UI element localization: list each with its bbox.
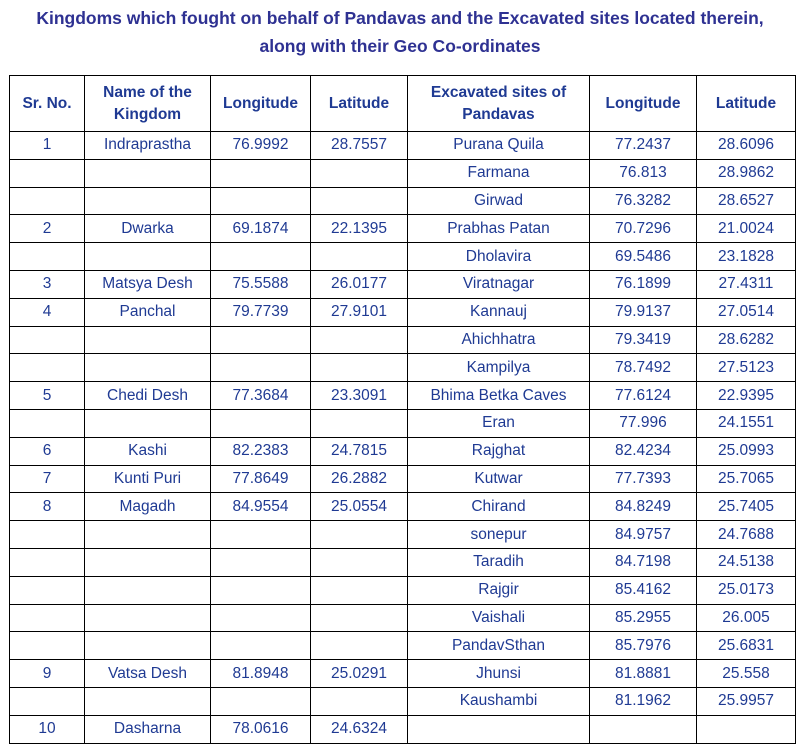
cell-sr-no: [10, 243, 85, 271]
header-kingdom-name: Name of the Kingdom: [85, 76, 211, 132]
cell-sr-no: 3: [10, 270, 85, 298]
cell-sr-no: [10, 576, 85, 604]
cell-sr-no: [10, 521, 85, 549]
table-row: [10, 687, 796, 715]
cell-kingdom-name: [85, 243, 211, 271]
cell-kingdom-latitude: 24.6324: [311, 715, 408, 743]
cell-sr-no: [10, 409, 85, 437]
cell-site-longitude: 85.2955: [590, 604, 697, 632]
cell-site-latitude: 21.0024: [697, 215, 796, 243]
cell-site-longitude: 77.6124: [590, 382, 697, 410]
cell-sr-no: 2: [10, 215, 85, 243]
cell-kingdom-longitude: [211, 604, 311, 632]
cell-kingdom-name: Dasharna: [85, 715, 211, 743]
cell-kingdom-longitude: [211, 243, 311, 271]
cell-kingdom-latitude: [311, 409, 408, 437]
cell-kingdom-latitude: 28.7557: [311, 132, 408, 160]
cell-site-longitude: 78.7492: [590, 354, 697, 382]
cell-excavated-site: Viratnagar: [408, 270, 590, 298]
cell-kingdom-name: Dwarka: [85, 215, 211, 243]
cell-kingdom-latitude: [311, 521, 408, 549]
table-row: [10, 298, 796, 326]
cell-kingdom-longitude: 76.9992: [211, 132, 311, 160]
cell-kingdom-name: [85, 576, 211, 604]
cell-kingdom-latitude: 25.0291: [311, 660, 408, 688]
cell-kingdom-name: [85, 326, 211, 354]
cell-kingdom-latitude: 26.0177: [311, 270, 408, 298]
cell-kingdom-name: [85, 548, 211, 576]
cell-site-latitude: 24.7688: [697, 521, 796, 549]
cell-site-longitude: 76.1899: [590, 270, 697, 298]
cell-site-latitude: 25.0993: [697, 437, 796, 465]
cell-kingdom-latitude: [311, 326, 408, 354]
cell-site-latitude: 27.0514: [697, 298, 796, 326]
kingdoms-table: [9, 75, 796, 744]
cell-kingdom-name: [85, 187, 211, 215]
cell-site-longitude: 79.3419: [590, 326, 697, 354]
title-line-2: along with their Geo Co-ordinates: [259, 36, 541, 56]
cell-site-latitude: 25.558: [697, 660, 796, 688]
cell-kingdom-name: Magadh: [85, 493, 211, 521]
cell-kingdom-longitude: [211, 187, 311, 215]
cell-site-latitude: 28.9862: [697, 159, 796, 187]
cell-site-latitude: 23.1828: [697, 243, 796, 271]
header-excavated-site: Excavated sites of Pandavas: [408, 76, 590, 132]
cell-site-latitude: 28.6096: [697, 132, 796, 160]
table-row: [10, 465, 796, 493]
cell-site-longitude: 69.5486: [590, 243, 697, 271]
cell-sr-no: 10: [10, 715, 85, 743]
cell-excavated-site: Girwad: [408, 187, 590, 215]
cell-kingdom-latitude: 26.2882: [311, 465, 408, 493]
cell-kingdom-longitude: 75.5588: [211, 270, 311, 298]
cell-site-longitude: 70.7296: [590, 215, 697, 243]
cell-kingdom-name: [85, 604, 211, 632]
cell-kingdom-name: Panchal: [85, 298, 211, 326]
cell-kingdom-name: [85, 521, 211, 549]
cell-sr-no: 9: [10, 660, 85, 688]
cell-kingdom-name: Kunti Puri: [85, 465, 211, 493]
cell-kingdom-longitude: [211, 576, 311, 604]
cell-kingdom-name: [85, 159, 211, 187]
table-row: [10, 632, 796, 660]
table-row: [10, 715, 796, 743]
cell-site-longitude: 85.4162: [590, 576, 697, 604]
cell-site-longitude: [590, 715, 697, 743]
header-sr-no: Sr. No.: [10, 76, 85, 132]
cell-site-latitude: 28.6282: [697, 326, 796, 354]
cell-site-latitude: 26.005: [697, 604, 796, 632]
cell-sr-no: [10, 548, 85, 576]
cell-site-latitude: 28.6527: [697, 187, 796, 215]
cell-site-longitude: 77.7393: [590, 465, 697, 493]
cell-site-latitude: 22.9395: [697, 382, 796, 410]
cell-site-longitude: 82.4234: [590, 437, 697, 465]
cell-kingdom-name: [85, 632, 211, 660]
cell-site-longitude: 79.9137: [590, 298, 697, 326]
cell-kingdom-latitude: 25.0554: [311, 493, 408, 521]
cell-kingdom-longitude: [211, 409, 311, 437]
cell-excavated-site: Eran: [408, 409, 590, 437]
cell-sr-no: [10, 354, 85, 382]
cell-kingdom-name: [85, 687, 211, 715]
table-row: [10, 326, 796, 354]
cell-kingdom-latitude: [311, 687, 408, 715]
cell-site-longitude: 81.1962: [590, 687, 697, 715]
cell-kingdom-longitude: [211, 521, 311, 549]
cell-excavated-site: [408, 715, 590, 743]
cell-excavated-site: Kannauj: [408, 298, 590, 326]
cell-kingdom-name: Chedi Desh: [85, 382, 211, 410]
table-row: [10, 132, 796, 160]
cell-kingdom-latitude: [311, 604, 408, 632]
cell-kingdom-longitude: 77.3684: [211, 382, 311, 410]
cell-excavated-site: Bhima Betka Caves: [408, 382, 590, 410]
cell-kingdom-name: Vatsa Desh: [85, 660, 211, 688]
cell-kingdom-name: Kashi: [85, 437, 211, 465]
cell-site-latitude: 25.7065: [697, 465, 796, 493]
cell-excavated-site: Rajghat: [408, 437, 590, 465]
cell-sr-no: [10, 187, 85, 215]
cell-kingdom-name: [85, 409, 211, 437]
cell-kingdom-longitude: 79.7739: [211, 298, 311, 326]
cell-kingdom-longitude: 78.0616: [211, 715, 311, 743]
cell-kingdom-latitude: 23.3091: [311, 382, 408, 410]
table-row: [10, 382, 796, 410]
table-row: [10, 159, 796, 187]
cell-sr-no: [10, 604, 85, 632]
table-row: [10, 243, 796, 271]
cell-kingdom-longitude: [211, 354, 311, 382]
cell-kingdom-latitude: [311, 576, 408, 604]
cell-kingdom-latitude: [311, 243, 408, 271]
cell-site-latitude: 27.4311: [697, 270, 796, 298]
header-kingdom-latitude: Latitude: [311, 76, 408, 132]
cell-site-longitude: 85.7976: [590, 632, 697, 660]
cell-sr-no: 7: [10, 465, 85, 493]
document-title: [0, 0, 800, 74]
cell-excavated-site: Kaushambi: [408, 687, 590, 715]
cell-excavated-site: Prabhas Patan: [408, 215, 590, 243]
cell-excavated-site: Purana Quila: [408, 132, 590, 160]
cell-kingdom-latitude: 24.7815: [311, 437, 408, 465]
cell-site-longitude: 77.2437: [590, 132, 697, 160]
table-row: [10, 187, 796, 215]
header-site-longitude: Longitude: [590, 76, 697, 132]
cell-sr-no: 4: [10, 298, 85, 326]
cell-site-latitude: 25.0173: [697, 576, 796, 604]
cell-excavated-site: Kampilya: [408, 354, 590, 382]
table-row: [10, 548, 796, 576]
cell-sr-no: [10, 632, 85, 660]
table-header-row: [10, 76, 796, 132]
table-row: [10, 521, 796, 549]
cell-excavated-site: Farmana: [408, 159, 590, 187]
cell-kingdom-latitude: [311, 632, 408, 660]
cell-kingdom-latitude: 27.9101: [311, 298, 408, 326]
cell-kingdom-name: Indraprastha: [85, 132, 211, 160]
cell-excavated-site: Chirand: [408, 493, 590, 521]
cell-site-latitude: 24.1551: [697, 409, 796, 437]
cell-kingdom-latitude: [311, 187, 408, 215]
cell-site-longitude: 77.996: [590, 409, 697, 437]
cell-excavated-site: Dholavira: [408, 243, 590, 271]
cell-sr-no: [10, 159, 85, 187]
cell-kingdom-longitude: 77.8649: [211, 465, 311, 493]
cell-kingdom-name: Matsya Desh: [85, 270, 211, 298]
cell-site-latitude: 25.6831: [697, 632, 796, 660]
cell-site-latitude: 24.5138: [697, 548, 796, 576]
header-kingdom-longitude: Longitude: [211, 76, 311, 132]
cell-site-longitude: 84.8249: [590, 493, 697, 521]
cell-kingdom-longitude: [211, 326, 311, 354]
table-row: [10, 493, 796, 521]
cell-site-longitude: 76.3282: [590, 187, 697, 215]
cell-excavated-site: Vaishali: [408, 604, 590, 632]
cell-sr-no: [10, 687, 85, 715]
table-row: [10, 270, 796, 298]
table-row: [10, 576, 796, 604]
cell-excavated-site: PandavSthan: [408, 632, 590, 660]
cell-site-latitude: 27.5123: [697, 354, 796, 382]
cell-site-longitude: 81.8881: [590, 660, 697, 688]
cell-kingdom-latitude: [311, 159, 408, 187]
table-row: [10, 604, 796, 632]
cell-kingdom-longitude: 84.9554: [211, 493, 311, 521]
cell-site-latitude: 25.9957: [697, 687, 796, 715]
cell-sr-no: 6: [10, 437, 85, 465]
cell-site-longitude: 76.813: [590, 159, 697, 187]
cell-site-longitude: 84.7198: [590, 548, 697, 576]
cell-kingdom-latitude: [311, 354, 408, 382]
table-row: [10, 354, 796, 382]
cell-kingdom-longitude: 82.2383: [211, 437, 311, 465]
cell-sr-no: 8: [10, 493, 85, 521]
cell-kingdom-longitude: 69.1874: [211, 215, 311, 243]
title-line-1: Kingdoms which fought on behalf of Pandavas and the Excavated sites located therein,: [36, 8, 764, 28]
cell-kingdom-longitude: [211, 632, 311, 660]
table-row: [10, 409, 796, 437]
cell-kingdom-longitude: [211, 159, 311, 187]
table-row: [10, 437, 796, 465]
cell-sr-no: 1: [10, 132, 85, 160]
cell-excavated-site: Rajgir: [408, 576, 590, 604]
cell-kingdom-longitude: [211, 548, 311, 576]
cell-kingdom-name: [85, 354, 211, 382]
cell-excavated-site: sonepur: [408, 521, 590, 549]
table-row: [10, 660, 796, 688]
table-body: [10, 132, 796, 744]
cell-kingdom-latitude: 22.1395: [311, 215, 408, 243]
cell-kingdom-longitude: [211, 687, 311, 715]
cell-site-longitude: 84.9757: [590, 521, 697, 549]
cell-sr-no: 5: [10, 382, 85, 410]
cell-excavated-site: Jhunsi: [408, 660, 590, 688]
cell-sr-no: [10, 326, 85, 354]
cell-site-latitude: [697, 715, 796, 743]
cell-site-latitude: 25.7405: [697, 493, 796, 521]
cell-kingdom-latitude: [311, 548, 408, 576]
header-site-latitude: Latitude: [697, 76, 796, 132]
cell-excavated-site: Taradih: [408, 548, 590, 576]
table-row: [10, 215, 796, 243]
cell-kingdom-longitude: 81.8948: [211, 660, 311, 688]
cell-excavated-site: Ahichhatra: [408, 326, 590, 354]
cell-excavated-site: Kutwar: [408, 465, 590, 493]
